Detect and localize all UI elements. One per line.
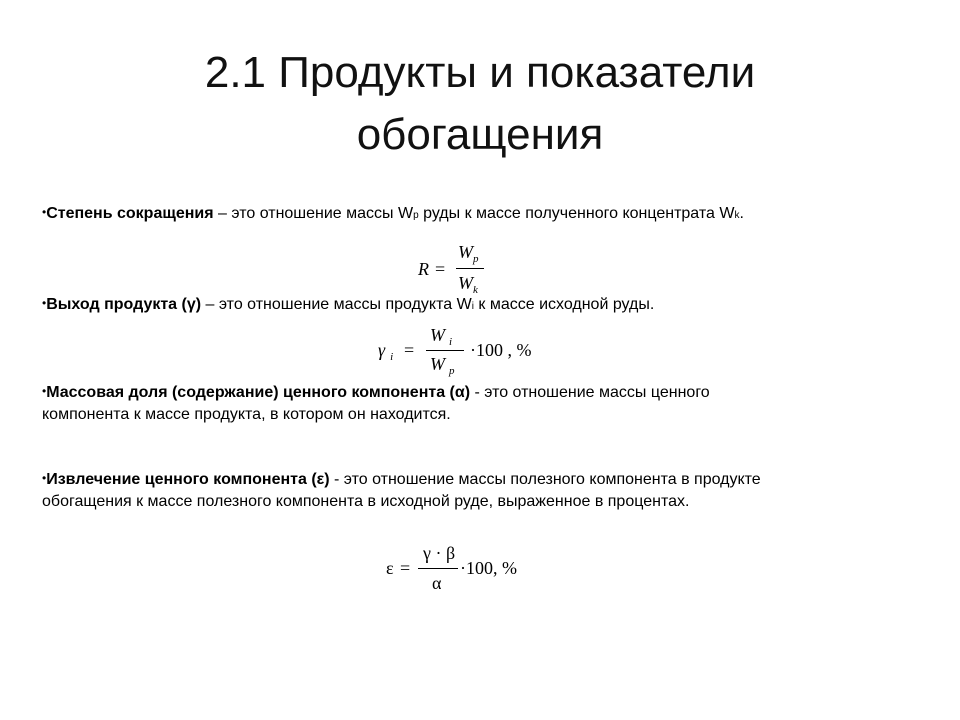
formula-denominator: α bbox=[432, 573, 442, 593]
bullet-text: компонента к массе продукта, в котором он находится. bbox=[42, 406, 451, 423]
lhs-symbol: γ bbox=[378, 340, 386, 360]
title-line-1: 2.1 Продукты и показатели bbox=[204, 48, 756, 97]
subscript: p bbox=[413, 210, 419, 221]
subscript: i bbox=[471, 301, 474, 312]
bullet-mass-fraction bbox=[42, 380, 912, 426]
bullet-term: Извлечение ценного компонента (ε) bbox=[46, 471, 330, 488]
formula-tail: ·100 , % bbox=[470, 340, 532, 360]
slide-title bbox=[0, 42, 960, 166]
formula-lhs bbox=[378, 340, 393, 361]
bullet-product-yield bbox=[42, 292, 912, 318]
bullet-text: к массе исходной руды. bbox=[473, 296, 655, 313]
bullet-reduction-ratio bbox=[42, 201, 912, 227]
bullet-text: обогащения к массе полезного компонента в исходной руде, выраженное в процентах. bbox=[42, 493, 690, 510]
denominator-symbol: W bbox=[458, 273, 473, 293]
fraction-bar bbox=[456, 268, 484, 269]
bullet-text: - это отношение массы ценного bbox=[470, 384, 710, 401]
denominator-subscript: k bbox=[473, 284, 478, 296]
bullet-marker: • bbox=[42, 384, 47, 398]
formula-numerator bbox=[430, 325, 452, 346]
formula-lhs: ε bbox=[386, 558, 394, 578]
bullet-text: - это отношение массы полезного компонента в продукте bbox=[329, 471, 761, 488]
formula-tail: ·100, % bbox=[460, 558, 517, 578]
numerator-subscript: i bbox=[449, 336, 453, 348]
formula-numerator: γ · β bbox=[423, 543, 456, 563]
bullet-marker: • bbox=[42, 471, 47, 485]
bullet-text: руды к массе полученного концентрата W bbox=[418, 205, 735, 222]
subscript: k bbox=[734, 210, 740, 221]
bullet-text: . bbox=[739, 205, 744, 222]
formula-lhs: R bbox=[418, 259, 429, 279]
fraction-bar bbox=[418, 568, 458, 569]
numerator-symbol: W bbox=[458, 242, 473, 262]
bullet-recovery bbox=[42, 467, 912, 513]
denominator-symbol: W bbox=[430, 354, 445, 374]
bullet-text: – это отношение массы продукта W bbox=[201, 296, 472, 313]
bullet-text: – это отношение массы W bbox=[213, 205, 414, 222]
bullet-term: Выход продукта (γ) bbox=[46, 296, 202, 313]
bullet-term: Массовая доля (содержание) ценного компонента (α) bbox=[46, 384, 471, 401]
fraction-bar bbox=[426, 350, 464, 351]
lhs-subscript: i bbox=[390, 351, 394, 363]
formula-recovery bbox=[386, 543, 586, 599]
formula-numerator bbox=[458, 242, 479, 263]
numerator-subscript: p bbox=[473, 253, 479, 265]
bullet-marker: • bbox=[42, 205, 47, 219]
formula-denominator bbox=[458, 273, 478, 294]
denominator-subscript: p bbox=[449, 365, 455, 377]
bullet-term: Степень сокращения bbox=[46, 205, 214, 222]
title-line-2: обогащения bbox=[356, 110, 604, 159]
formula-denominator bbox=[430, 354, 455, 375]
numerator-symbol: W bbox=[430, 325, 445, 345]
formula-equals: = bbox=[404, 340, 415, 360]
formula-equals: = bbox=[435, 259, 446, 279]
bullet-marker: • bbox=[42, 296, 47, 310]
formula-product-yield bbox=[378, 325, 578, 377]
formula-reduction-ratio bbox=[418, 240, 518, 300]
formula-equals: = bbox=[400, 558, 411, 578]
